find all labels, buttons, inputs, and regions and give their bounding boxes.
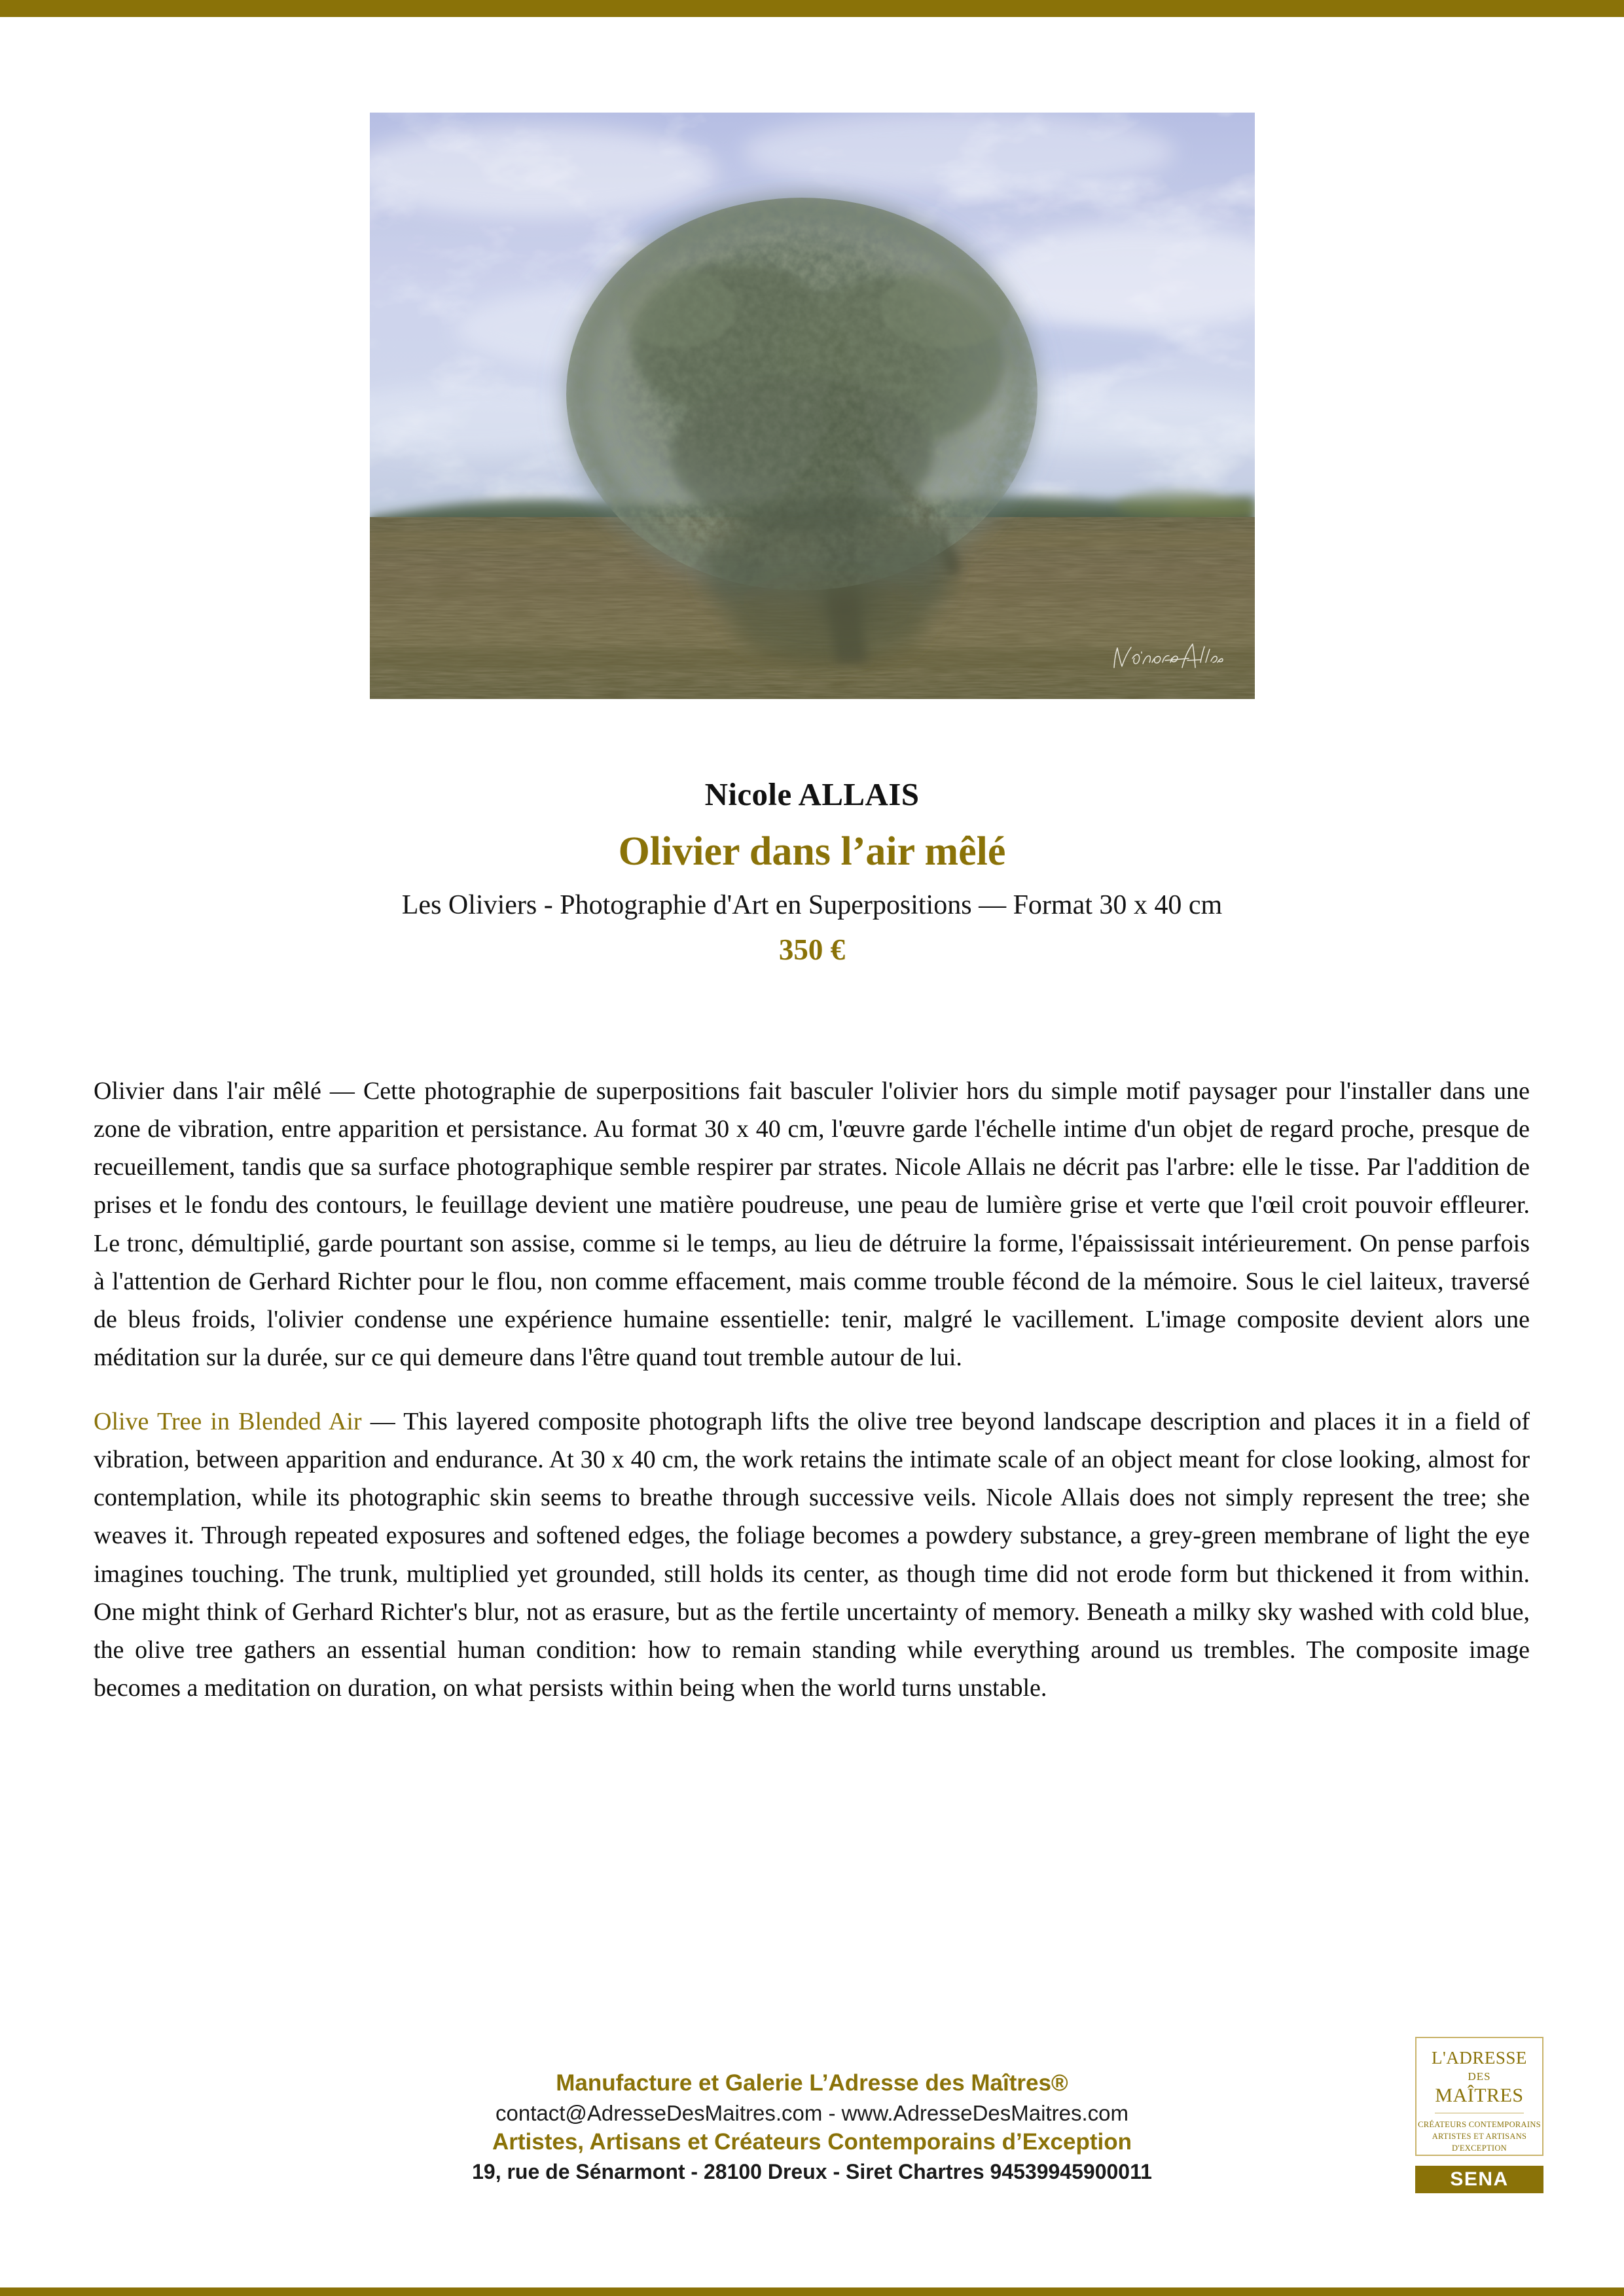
body-copy	[94, 1072, 1530, 1707]
bottom-gold-rule	[0, 2287, 1624, 2296]
footer-tagline: Artistes, Artisans et Créateurs Contemporains d’Exception	[492, 2129, 1132, 2155]
paragraph-french-text: — Cette photographie de superpositions fait basculer l'olivier hors du simple motif paysager pour l'installer dans une zone de vibration, entre apparition et persistance. Au format 30 x 40 cm, l'œuvre garde l'échelle intime d'un objet de regard proche, presque de recueillement, tandis que sa surface photographique semble respirer par strates. Nicole Allais ne décrit pas l'arbre: elle le tisse. Par l'addition de prises et le fondu des contours, le feuillage devient une matière poudreuse, une peau de lumière grise et verte que l'œil croit pouvoir effleurer. Le tronc, démultiplié, garde pourtant son assise, comme si le temps, au lieu de détruire la forme, l'épaississait intérieurement. On pense parfois à l'attention de Gerhard Richter pour le flou, non comme effacement, mais comme trouble fécond de la mémoire. Sous le ciel laiteux, traversé de bleus froids, l'olivier condense une expérience humaine essentielle: tenir, malgré le vacillement. L'image composite devient alors une méditation sur la durée, sur ce qui demeure dans l'être quand tout tremble autour de lui.	[94, 1077, 1530, 1371]
logo-lockup	[1415, 2037, 1543, 2193]
work-subtitle: Les Oliviers - Photographie d'Art en Superpositions — Format 30 x 40 cm	[401, 889, 1223, 920]
brand-logo-tagline-1: CRÉATEURS CONTEMPORAINS	[1418, 2120, 1541, 2130]
brand-logo-line-2: DES	[1468, 2070, 1491, 2083]
paragraph-english-lead: Olive Tree in Blended Air	[94, 1408, 362, 1435]
paragraph-french	[94, 1072, 1530, 1376]
footer	[0, 2068, 1624, 2186]
artist-name: Nicole ALLAIS	[704, 776, 920, 812]
brand-logo	[1415, 2037, 1543, 2156]
title-block	[0, 776, 1624, 967]
artwork-image	[370, 113, 1255, 699]
brand-logo-tagline-2: ARTISTES ET ARTISANS	[1432, 2132, 1527, 2142]
brand-logo-line-1: L'ADRESSE	[1432, 2048, 1527, 2068]
brand-logo-line-3: MAÎTRES	[1435, 2085, 1524, 2107]
paragraph-english-text: — This layered composite photograph lifts the olive tree beyond landscape description and places it in a field of vibration, between apparition and endurance. At 30 x 40 cm, the work retains the intimate scale of an object meant for close looking, almost for contemplation, while its photographic skin seems to breathe through successive veils. Nicole Allais does not simply represent the tree; she weaves it. Through repeated exposures and softened edges, the foliage becomes a powdery substance, a grey-green membrane of light the eye imagines touching. The trunk, multiplied yet grounded, still holds its center, as though time did not erode form but thickened it from within. One might think of Gerhard Richter's blur, not as erasure, but as the fertile uncertainty of memory. Beneath a milky sky washed with cold blue, the olive tree gathers an essential human condition: how to remain standing while everything around us trembles. The composite image becomes a meditation on duration, on what persists within being when the world turns unstable.	[94, 1408, 1530, 1702]
footer-contact[interactable]: contact@AdresseDesMaitres.com - www.AdresseDesMaitres.com	[496, 2100, 1128, 2125]
paragraph-english	[94, 1403, 1530, 1707]
paragraph-french-lead: Olivier dans l'air mêlé	[94, 1077, 321, 1105]
artwork-figure	[370, 113, 1255, 699]
work-title: Olivier dans l’air mêlé	[618, 829, 1006, 874]
brand-logo-tagline-3: D'EXCEPTION	[1451, 2144, 1507, 2153]
top-gold-rule	[0, 0, 1624, 17]
footer-company-name: Manufacture et Galerie L’Adresse des Maîtres®	[556, 2070, 1068, 2096]
sena-badge: SENA	[1415, 2166, 1543, 2193]
work-price: 350 €	[778, 933, 846, 967]
footer-address: 19, rue de Sénarmont - 28100 Dreux - Siret Chartres 94539945900011	[472, 2159, 1152, 2183]
